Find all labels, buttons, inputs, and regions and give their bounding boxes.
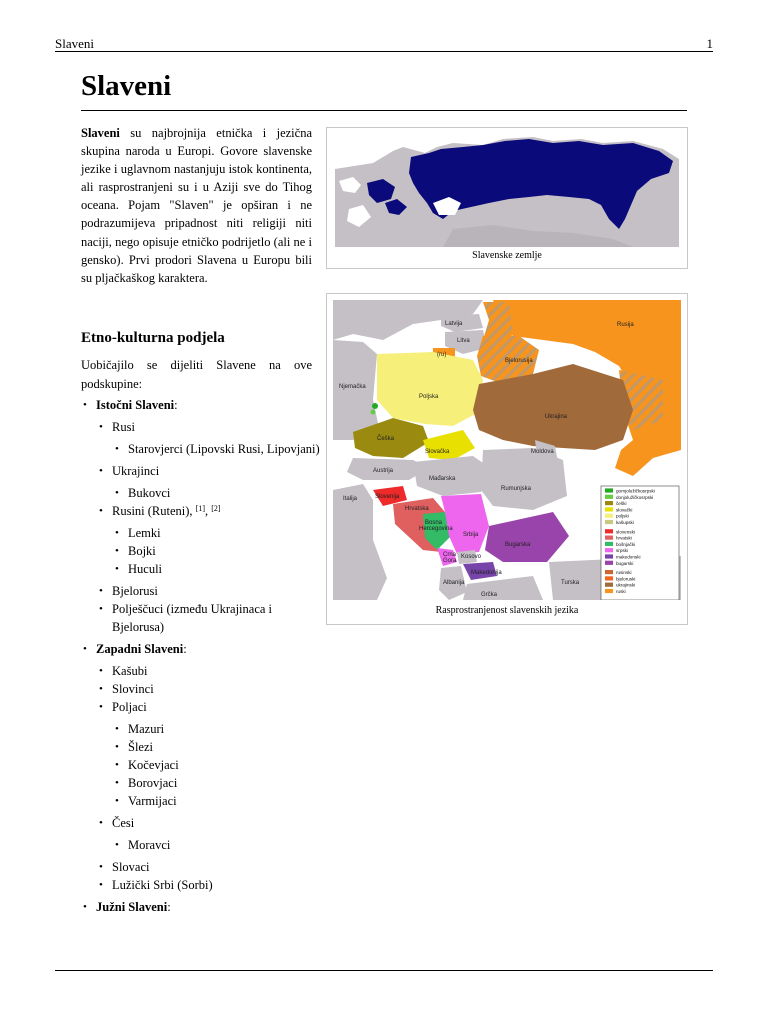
legend-swatch [605,536,613,540]
intro-text: su najbrojnija etnička i jezična skupina naroda u Europi. Govore slavenske jezike i uglavnom nastanjuju istok kontinenta, ali rasprostranjeni su i u Aziji sve do Tihog oceana. Pojam "Slaven" je opširan i ne podrazumijeva pripadnost niti religiji niti naciji, nego opisuje etničko podrijetlo (ali ne i gensko). Prvi prodori Slavena u Europu bili su pljačkaškog karaktera. [81,126,312,285]
header-rule [55,51,713,52]
label-turska: Turska [561,580,580,586]
list-item: • Rusini (Ruteni), [1], [2] [99,504,221,518]
label-rumunjska: Rumunjska [501,486,532,492]
subgroup-list [81,396,321,916]
list-item: • Slovinci [99,682,154,696]
list-item: • Moravci [115,838,171,852]
slovinci-link[interactable]: Slovinci [112,682,154,696]
figure2-caption: Rasprostranjenost slavenskih jezika [435,605,579,616]
list-item: • Lemki [115,526,161,540]
list-item: • Poljaci [99,700,147,714]
label-hercegovina: Hercegovina [419,526,453,532]
label-rusija: Rusija [617,322,634,328]
legend-swatch [605,507,613,511]
label-srbija: Srbija [463,532,479,538]
label-bosna: Bosna [425,520,443,526]
legend-label: hrvatski [616,535,632,541]
legend-label: donjolužičkosrpski [616,494,654,500]
page-number: 1 [706,36,713,51]
label-grcka: Grčka [481,592,498,598]
legend-label: bugarski [616,560,634,566]
list-item: • Istočni Slaveni: [83,398,178,412]
poljaci-link[interactable]: Poljaci [112,700,147,714]
list-item: • Lužički Srbi (Sorbi) [99,878,213,892]
bojki-link[interactable]: Bojki [128,544,156,558]
south-slavs-link[interactable]: Južni Slaveni [96,900,168,914]
footer-rule [55,970,713,971]
legend-swatch [605,488,613,492]
legend-label: češki [616,501,627,507]
legend-swatch [605,501,613,505]
intro-term: Slaveni [81,126,120,140]
kocevjaci-link[interactable]: Kočevjaci [128,758,179,772]
label-slovenija: Slovenija [375,494,400,500]
list-item: • Ukrajinci [99,464,160,478]
legend-swatch [605,589,613,593]
label-italija: Italija [343,496,358,502]
legend-label: slovački [616,507,633,513]
list-item: • Huculi [115,562,163,576]
borovjaci-link[interactable]: Borovjaci [128,776,178,790]
label-madarska: Mađarska [429,476,456,482]
label-ukrajina: Ukrajina [545,414,568,420]
list-item: • Bukovci [115,486,171,500]
label-crna: Crna [443,552,457,558]
legend-swatch [605,548,613,552]
list-item: • Bojki [115,544,156,558]
slovaci-link[interactable]: Slovaci [112,860,150,874]
label-moldova: Moldova [531,449,554,455]
label-bjelorusija: Bjelorusija [505,358,533,364]
reference-2[interactable]: [2] [211,504,221,513]
list-item: • Zapadni Slaveni: [83,642,187,656]
label-latvija: Latvija [445,321,463,327]
poljescuci-link[interactable]: Polješčuci (između Ukrajinaca i Bjelorusa) [112,602,273,634]
rusini-link[interactable]: Rusini (Ruteni), [112,504,196,518]
running-title: Slaveni [55,36,94,51]
label-gora: Gora [443,558,457,564]
legend-label: ukrajinski [616,582,636,588]
list-item: • Kašubi [99,664,148,678]
section-heading: Etno-kulturna podjela [81,330,225,346]
legend-swatch [605,554,613,558]
legend-label: slovenski [616,529,635,535]
legend-label: bošnjački [616,541,636,547]
rusi-link[interactable]: Rusi [112,420,135,434]
section-intro: Uobičajilo se dijeliti Slavene na ove podskupine: [81,358,312,391]
slavic-languages-figure [326,293,688,625]
legend-swatch [605,514,613,518]
legend-swatch [605,495,613,499]
list-item: • Česi [99,816,135,830]
list-item: • Bjelorusi [99,584,158,598]
reference-1[interactable]: [1] [195,504,206,513]
legend-swatch [605,583,613,587]
label-litva: Litva [457,338,470,344]
page-title: Slaveni [81,70,172,102]
legend-label: poljski [616,513,629,519]
legend-label: srpski [616,548,628,554]
legend-label: rusinski [616,570,632,576]
list-item: • Šlezi [115,740,153,754]
cesi-link[interactable]: Česi [112,816,135,830]
list-item: • Borovjaci [115,776,178,790]
luzicki-link[interactable]: Lužički Srbi (Sorbi) [112,878,213,892]
label-slovacka: Slovačka [425,449,450,455]
page-header [55,36,713,50]
list-item: • Starovjerci (Lipovski Rusi, Lipovjani) [115,442,320,456]
legend-swatch [605,529,613,533]
label-kosovo: Kosovo [461,554,482,560]
label-poljska: Poljska [419,394,439,400]
label-ceska: Češka [377,436,395,442]
bjelorusi-link[interactable]: Bjelorusi [112,584,158,598]
label-hrvatska: Hrvatska [405,506,429,512]
slezi-link[interactable]: Šlezi [128,740,153,754]
legend-label: ruski [616,589,626,594]
title-rule [81,110,687,111]
label-albanija: Albanija [443,580,465,586]
mazuri-link[interactable]: Mazuri [128,722,165,736]
moravci-link[interactable]: Moravci [128,838,171,852]
list-item: • Kočevjaci [115,758,179,772]
label-makedonija: Makedonija [471,570,502,576]
legend-swatch [605,561,613,565]
list-item: • Rusi [99,420,135,434]
lemki-link[interactable]: Lemki [128,526,161,540]
ukrajinci-link[interactable]: Ukrajinci [112,464,160,478]
label-njemacka: Njemačka [339,384,366,390]
list-item: • Polješčuci (između Ukrajinaca i Bjelorusa) [99,602,273,634]
west-slavs-link[interactable]: Zapadni Slaveni [96,642,184,656]
kasubi-link[interactable]: Kašubi [112,664,148,678]
huculi-link[interactable]: Huculi [128,562,163,576]
east-slavs-link[interactable]: Istočni Slaveni [96,398,175,412]
slavic-lands-figure [326,127,688,269]
slavic-languages-map[interactable] [333,300,681,600]
legend-label: kašupski [616,520,634,525]
intro-paragraph [81,124,312,287]
bukovci-link[interactable]: Bukovci [128,486,171,500]
varmijaci-link[interactable]: Varmijaci [128,794,177,808]
label-bugarska: Bugarska [505,542,531,548]
legend-label: gornjolužičkosrpski [616,488,655,494]
legend-label: makedonski [616,554,641,560]
legend-swatch [605,570,613,574]
map-legend [601,486,679,600]
list-item: • Varmijaci [115,794,177,808]
slavic-lands-map[interactable] [333,133,681,247]
label-austrija: Austrija [373,468,394,474]
legend-label: bjeloruski [616,576,636,582]
legend-swatch [605,542,613,546]
list-item: • Južni Slaveni: [83,900,171,914]
starovjerci-link[interactable]: Starovjerci (Lipovski Rusi, Lipovjani) [128,442,320,456]
list-item: • Mazuri [115,722,165,736]
figure1-caption: Slavenske zemlje [472,250,542,261]
label-ru: (ru) [437,352,447,358]
legend-swatch [605,576,613,580]
legend-swatch [605,520,613,524]
list-item: • Slovaci [99,860,150,874]
